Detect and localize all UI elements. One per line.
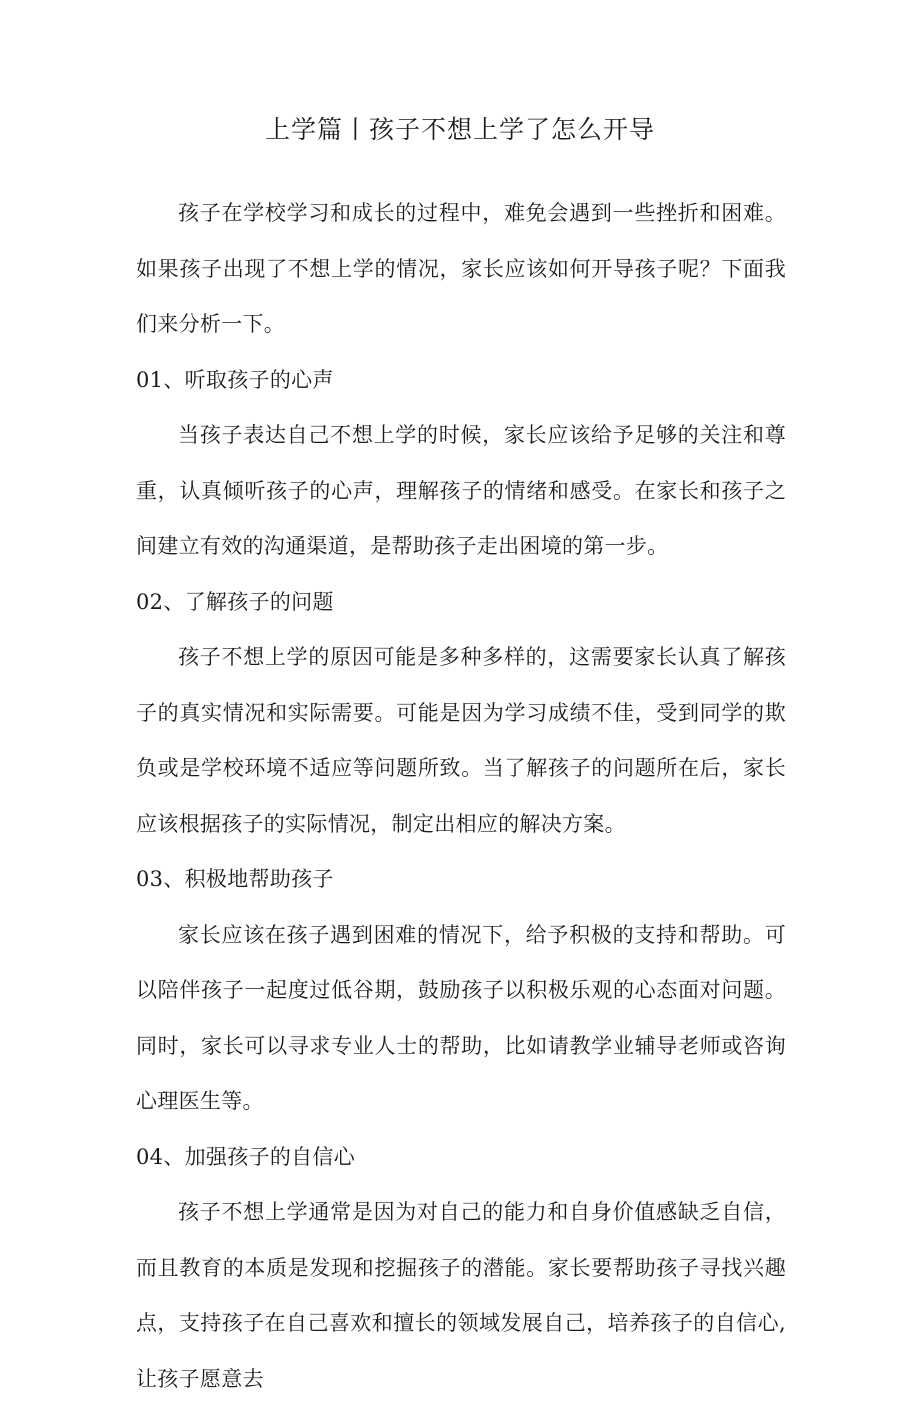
section-body-4: 孩子不想上学通常是因为对自己的能力和自身价值感缺乏自信，而且教育的本质是发现和挖掘孩子的潜能。家长要帮助孩子寻找兴趣点，支持孩子在自己喜欢和擅长的领域发展自己，培养孩子的自信心,让孩子愿意去	[136, 1200, 786, 1391]
section-body-2: 孩子不想上学的原因可能是多种多样的，这需要家长认真了解孩子的真实情况和实际需要。可能是因为学习成绩不佳，受到同学的欺负或是学校环境不适应等问题所致。当了解孩子的问题所在后，家长应该根据孩子的实际情况，制定出相应的解决方案。	[136, 645, 786, 836]
section-body-1: 当孩子表达自己不想上学的时候，家长应该给予足够的关注和尊重，认真倾听孩子的心声，理解孩子的情绪和感受。在家长和孩子之间建立有效的沟通渠道，是帮助孩子走出困境的第一步。	[136, 423, 786, 558]
section-heading-3: 03、积极地帮助孩子	[136, 867, 334, 891]
section-heading-1: 01、听取孩子的心声	[136, 367, 334, 392]
document-body	[136, 186, 786, 1407]
intro-paragraph: 孩子在学校学习和成长的过程中，难免会遇到一些挫折和困难。如果孩子出现了不想上学的情况，家长应该如何开导孩子呢？下面我们来分析一下。	[136, 201, 786, 336]
section-heading-4: 04、加强孩子的自信心	[136, 1144, 356, 1169]
section-heading-2: 02、了解孩子的问题	[136, 589, 334, 614]
document-title: 上学篇丨孩子不想上学了怎么开导	[264, 115, 655, 144]
section-body-3: 家长应该在孩子遇到困难的情况下，给予积极的支持和帮助。可以陪伴孩子一起度过低谷期，鼓励孩子以积极乐观的心态面对问题。同时，家长可以寻求专业人士的帮助，比如请教学业辅导老师或咨询心理医生等。	[136, 922, 786, 1113]
